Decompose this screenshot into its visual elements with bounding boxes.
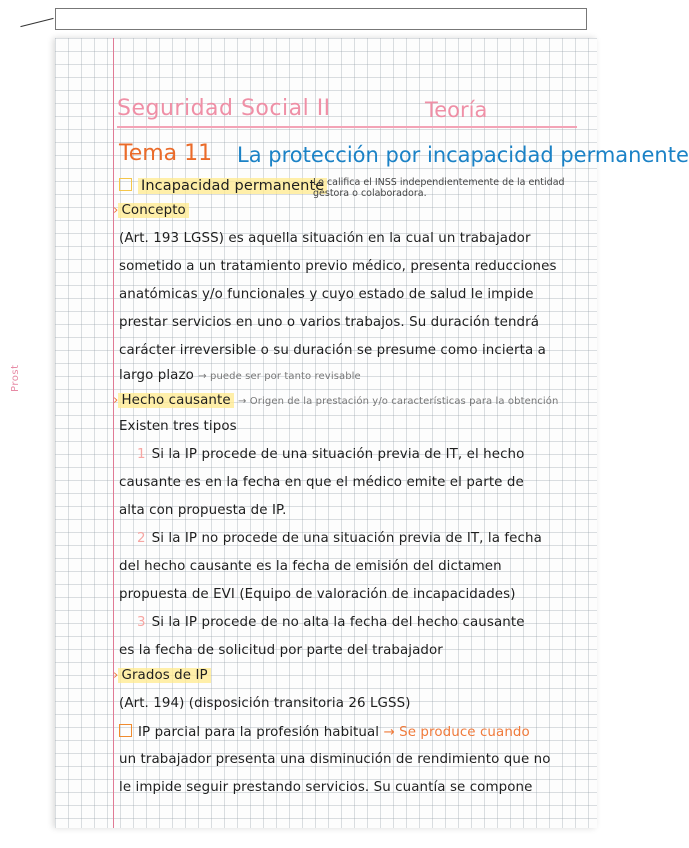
- text-line: alta con propuesta de IP.: [119, 503, 287, 518]
- text-line: (Art. 193 LGSS) es aquella situación en la cual un trabajador: [119, 231, 531, 246]
- heading-hecho-causante: › Hecho causante → Origen de la prestación y/o características para la obtención: [113, 393, 559, 408]
- tema-name: La protección por incapacidad permanente: [237, 143, 689, 167]
- text-line: sometido a un tratamiento previo médico, presenta reducciones: [119, 259, 557, 274]
- side-stamp: Prost: [10, 364, 21, 392]
- checkbox-icon: [119, 724, 132, 737]
- text-line: (Art. 194) (disposición transitoria 26 LGSS): [119, 696, 411, 711]
- heading-concepto: › Concepto: [113, 203, 189, 218]
- text-line: anatómicas y/o funcionales y cuyo estado de salud le impide: [119, 287, 534, 302]
- heading-grados: › Grados de IP: [113, 668, 211, 683]
- text-line: del hecho causante es la fecha de emisión del dictamen: [119, 559, 502, 574]
- text-line: es la fecha de solicitud por parte del trabajador: [119, 643, 443, 658]
- text-line: 1 Si la IP procede de una situación previa de IT, el hecho: [137, 447, 525, 462]
- margin-line: [113, 38, 114, 828]
- text-line: causante es en la fecha en que el médico emite el parte de: [119, 475, 524, 490]
- page-title: Seguridad Social II: [117, 96, 331, 121]
- heading-incapacidad: Incapacidad permanente: [119, 178, 327, 194]
- section-label: Teoría: [425, 98, 488, 122]
- tema-label: Tema 11: [119, 141, 213, 166]
- text-line: 2 Si la IP no procede de una situación previa de IT, la fecha: [137, 531, 542, 546]
- text-line: IP parcial para la profesión habitual → Se produce cuando: [119, 724, 530, 740]
- note-inss: Lo califica el INSS independientemente de la entidad gestora o colaboradora.: [313, 177, 565, 199]
- header-box: [55, 8, 587, 30]
- notebook-page: [55, 38, 689, 828]
- text-line: propuesta de EVI (Equipo de valoración de incapacidades): [119, 587, 516, 602]
- text-line: largo plazo → puede ser por tanto revisable: [119, 368, 361, 383]
- pen-mark: [20, 18, 53, 27]
- text-line: Existen tres tipos: [119, 419, 237, 434]
- text-line: carácter irreversible o su duración se presume como incierta a: [119, 343, 546, 358]
- text-line: le impide seguir prestando servicios. Su cuantía se compone: [119, 780, 533, 795]
- checkbox-icon: [119, 178, 132, 191]
- text-line: un trabajador presenta una disminución de rendimiento que no: [119, 752, 551, 767]
- text-line: 3 Si la IP procede de no alta la fecha del hecho causante: [137, 615, 525, 630]
- text-line: prestar servicios en uno o varios trabajos. Su duración tendrá: [119, 315, 540, 330]
- title-underline: [117, 126, 577, 128]
